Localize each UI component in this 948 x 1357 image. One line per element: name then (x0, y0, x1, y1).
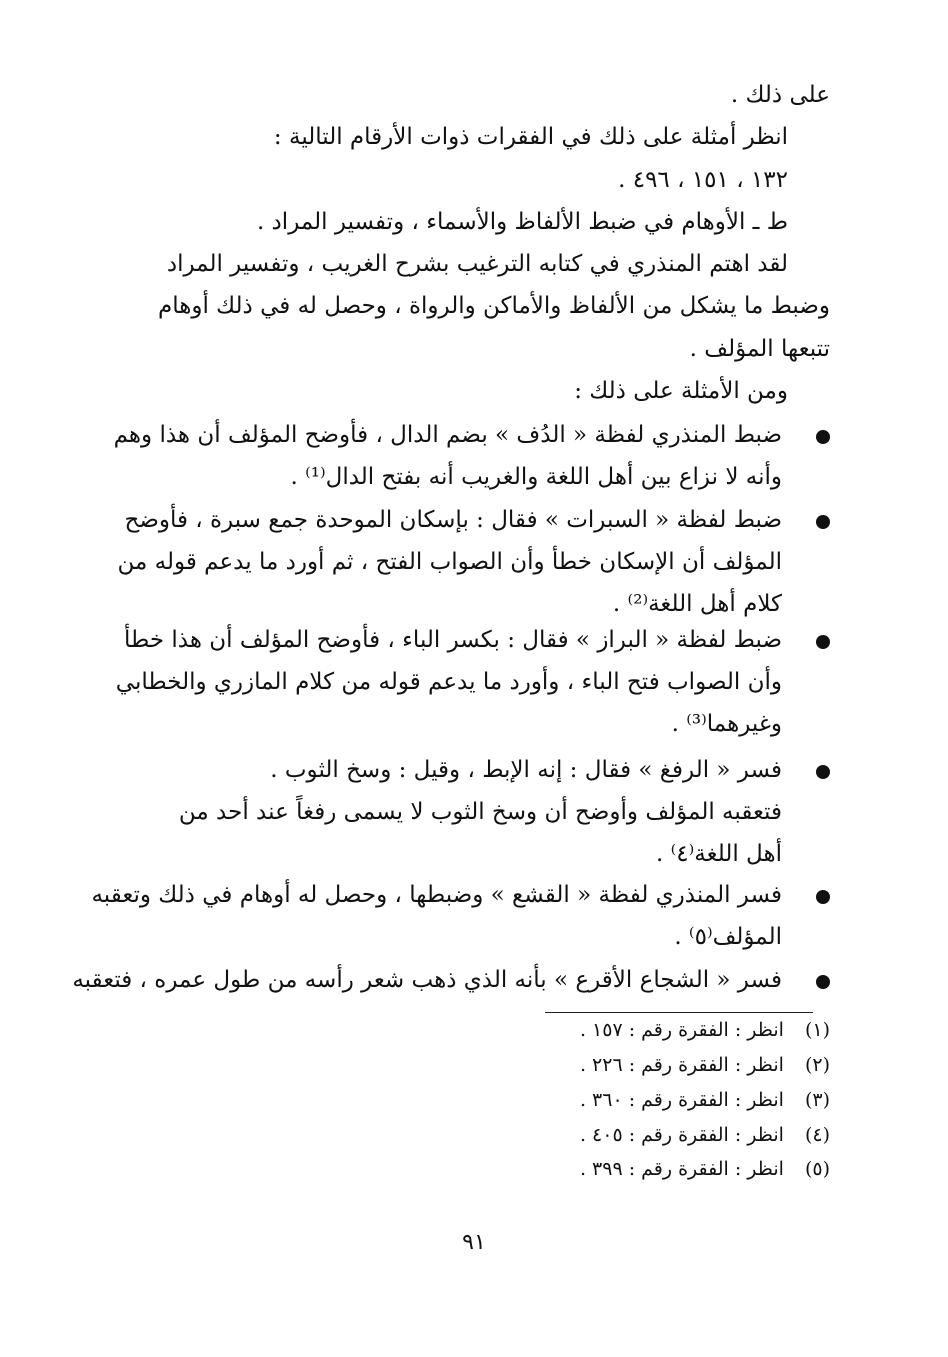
body-line: ١٣٢ ، ١٥١ ، ٤٩٦ . (618, 167, 788, 193)
list-item-line: ضبط لفظة « البراز » فقال : بكسر الباء ، فأوضح المؤلف أن هذا خطأ (123, 627, 782, 653)
bullet-dot (816, 430, 830, 444)
footnote (410, 1018, 830, 1042)
list-item-line: فسر « الرفغ » فقال : إنه الإبط ، وقيل : وسخ الثوب . (270, 757, 782, 783)
body-line: على ذلك . (730, 82, 830, 108)
footnote-text: انظر : الفقرة رقم : ٤٠٥ . (579, 1124, 784, 1146)
body-line: لقد اهتم المنذري في كتابه الترغيب بشرح الغريب ، وتفسير المراد (166, 251, 788, 277)
list-item-line: كلام أهل اللغة⁽²⁾ . (612, 591, 782, 617)
page-number: ٩١ (462, 1230, 486, 1255)
list-item-line: ضبط المنذري لفظة « الدُف » بضم الدال ، فأوضح المؤلف أن هذا وهم (113, 422, 782, 448)
footnote-text: انظر : الفقرة رقم : ٢٢٦ . (579, 1054, 784, 1076)
body-line: تتبعها المؤلف . (689, 336, 830, 362)
list-item-line: وأنه لا نزاع بين أهل اللغة والغريب أنه بفتح الدال⁽¹⁾ . (290, 464, 782, 490)
list-item-line: المؤلف⁽٥⁾ . (674, 924, 782, 950)
list-item-line: فتعقبه المؤلف وأوضح أن وسخ الثوب لا يسمى رفغاً عند أحد من (178, 799, 782, 825)
bullet-dot (816, 765, 830, 779)
list-item-line: وأن الصواب فتح الباء ، وأورد ما يدعم قوله من كلام المازري والخطابي (115, 669, 782, 695)
list-item-line: ضبط لفظة « السبرات » فقال : بإسكان الموحدة جمع سبرة ، فأوضح (124, 507, 782, 533)
footnote-number: (٣) (804, 1089, 830, 1111)
footnote-text: انظر : الفقرة رقم : ٣٩٩ . (579, 1158, 784, 1180)
footnote-number: (١) (804, 1019, 830, 1041)
body-line: ومن الأمثلة على ذلك : (574, 378, 788, 404)
footnote-divider (545, 1012, 813, 1013)
list-item-line: فسر « الشجاع الأقرع » بأنه الذي ذهب شعر رأسه من طول عمره ، فتعقبه (72, 967, 782, 993)
bullet-dot (816, 890, 830, 904)
list-item-line: فسر المنذري لفظة « القشع » وضبطها ، وحصل له أوهام في ذلك وتعقبه (91, 882, 782, 908)
section-heading: ط ـ الأوهام في ضبط الألفاظ والأسماء ، وتفسير المراد . (256, 209, 788, 235)
footnote (410, 1088, 830, 1112)
bullet-dot (816, 515, 830, 529)
list-item-line: وغيرهما⁽³⁾ . (671, 711, 782, 737)
list-item-line: أهل اللغة⁽٤⁾ . (656, 841, 782, 867)
footnote-text: انظر : الفقرة رقم : ٣٦٠ . (579, 1089, 784, 1111)
bullet-dot (816, 635, 830, 649)
footnote (410, 1157, 830, 1181)
bullet-dot (816, 975, 830, 989)
body-line: انظر أمثلة على ذلك في الفقرات ذوات الأرقام التالية : (273, 124, 788, 150)
list-item-line: المؤلف أن الإسكان خطأ وأن الصواب الفتح ، ثم أورد ما يدعم قوله من (117, 549, 782, 575)
footnote (410, 1123, 830, 1147)
footnote-number: (٤) (804, 1124, 830, 1146)
footnote (410, 1053, 830, 1077)
body-line: وضبط ما يشكل من الألفاظ والأماكن والرواة ، وحصل له في ذلك أوهام (157, 293, 830, 319)
footnote-number: (٥) (804, 1158, 830, 1180)
footnote-text: انظر : الفقرة رقم : ١٥٧ . (579, 1019, 784, 1041)
footnote-number: (٢) (804, 1054, 830, 1076)
